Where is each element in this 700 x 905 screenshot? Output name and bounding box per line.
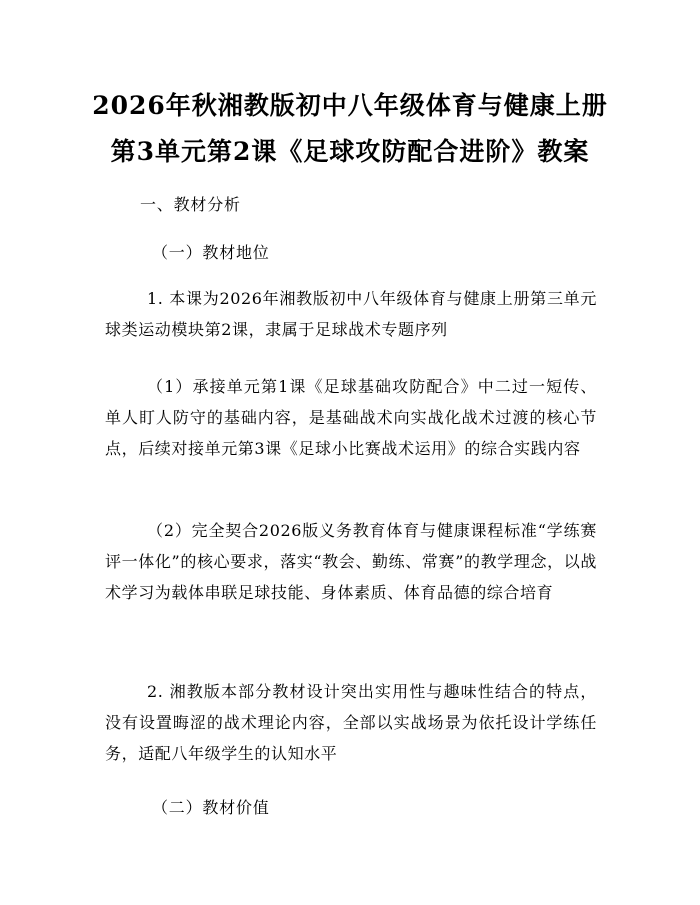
document-title-line-2: 第3单元第2课《足球攻防配合进阶》教案 bbox=[110, 137, 590, 166]
subheading-textbook-value: （二）教材价值 bbox=[152, 798, 270, 817]
subheading-textbook-position: （一）教材地位 bbox=[152, 243, 270, 262]
document-title-line-1: 2026年秋湘教版初中八年级体育与健康上册 bbox=[92, 91, 608, 120]
section-heading-textbook-analysis: 一、教材分析 bbox=[140, 195, 241, 214]
paragraph-1-item-1: （1）承接单元第1课《足球基础攻防配合》中二过一短传、单人盯人防守的基础内容，是基础战术向实战化战术过渡的核心节点，后续对接单元第3课《足球小比赛战术运用》的综合实践内容 bbox=[105, 377, 597, 458]
paragraph-1: 1. 本课为2026年湘教版初中八年级体育与健康上册第三单元球类运动模块第2课，隶属于足球战术专题序列 bbox=[105, 289, 597, 339]
paragraph-1-item-2: （2）完全契合2026版义务教育体育与健康课程标准“学练赛评一体化”的核心要求，落实“教会、勤练、常赛”的教学理念，以战术学习为载体串联足球技能、身体素质、体育品德的综合培育 bbox=[105, 521, 597, 602]
paragraph-2: 2. 湘教版本部分教材设计突出实用性与趣味性结合的特点，没有设置晦涩的战术理论内容，全部以实战场景为依托设计学练任务，适配八年级学生的认知水平 bbox=[105, 682, 597, 763]
